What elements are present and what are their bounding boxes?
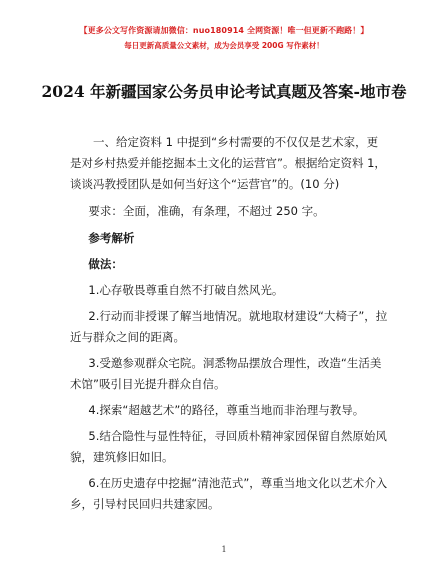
document-body xyxy=(70,132,388,520)
method-heading: 做法： xyxy=(88,257,123,271)
answer-item-3: 3.受邀参观群众宅院。洞悉物品摆放合理性，改造“生活美术馆”吸引目光提升群众自信。 xyxy=(70,356,382,391)
answer-item-5: 5.结合隐性与显性特征，寻回质朴精神家园保留自然原始风貌，建筑修旧如旧。 xyxy=(70,429,387,464)
document-title: 2024 年新疆国家公务员申论考试真题及答案-地市卷 xyxy=(41,82,407,101)
answer-item-2: 2.行动而非授课了解当地情况。就地取材建设“大椅子”，拉近与群众之间的距离。 xyxy=(70,309,388,344)
answer-item-4: 4.探索“超越艺术”的路径，尊重当地而非治理与教导。 xyxy=(88,403,365,417)
page-number: 1 xyxy=(221,545,227,554)
promo-banner-line-1: 【更多公文写作资源请加微信：nuo180914 全网资源！唯一但更新不跑路！】 xyxy=(79,26,369,35)
requirement-text: 要求：全面，准确，有条理，不超过 250 字。 xyxy=(88,204,325,218)
analysis-heading: 参考解析 xyxy=(88,231,135,245)
answer-item-1: 1.心存敬畏尊重自然不打破自然风光。 xyxy=(88,283,284,297)
promo-banner-line-2: 每日更新高质量公文素材，成为会员享受 200G 写作素材！ xyxy=(124,41,324,50)
question-text: 一、给定资料 1 中提到“乡村需要的不仅仅是艺术家，更是对乡村热爱并能挖掘本土文化的运营官”。根据给定资料 1，谈谈冯教授团队是如何当好这个“运营官”的。(10 分) xyxy=(70,135,386,191)
answer-item-6: 6.在历史遗存中挖掘“清池范式”，尊重当地文化以艺术介入乡，引导村民回归共建家园。 xyxy=(70,476,388,511)
